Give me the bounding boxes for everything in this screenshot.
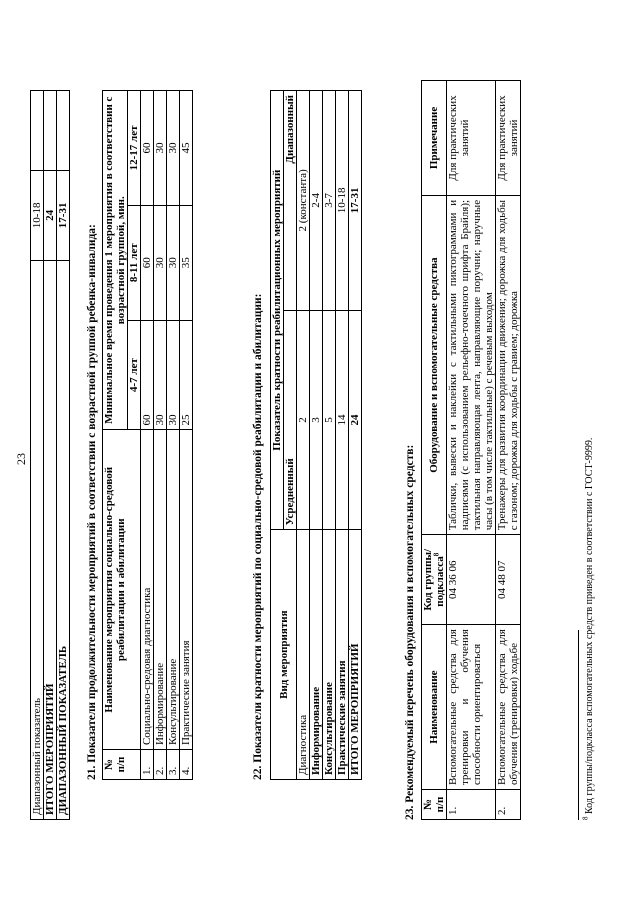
row-name: Практические занятия <box>180 430 193 750</box>
header-code <box>422 535 447 625</box>
row-name: Вспомогательные средства для обучения (тренировки) ходьбе <box>496 625 521 790</box>
header-code-text: Код группы/ подкласса <box>422 548 446 611</box>
table-row <box>180 91 193 780</box>
empty-cell <box>57 91 70 171</box>
row-name: Информирование <box>310 530 323 780</box>
header-min-time: Минимальное время проведения 1 мероприятия в соответствии с возрастной группой, мин. <box>103 91 128 431</box>
summary-value: 17-31 <box>57 170 70 260</box>
summary-value: 10-18 <box>31 170 44 260</box>
row-value: 60 <box>141 91 154 206</box>
table-row <box>154 91 167 780</box>
footnote-mark: 8 <box>432 552 441 557</box>
header-range: Диапазонный <box>284 91 297 311</box>
row-name: Вспомогательные средства для тренировки и обучения способности ориентироваться <box>447 625 496 790</box>
section-21-title: 21. Показатели продолжительности мероприятий в соответствии с возрастной группой ребенка-инвалида: <box>86 224 98 780</box>
row-num: 3. <box>167 750 180 780</box>
table-row <box>310 91 323 780</box>
row-note: Для практических занятий <box>496 81 521 196</box>
table-row <box>447 81 496 820</box>
table-row <box>31 91 44 820</box>
row-average: 2 <box>297 310 310 530</box>
row-average: 3 <box>310 310 323 530</box>
equipment-table <box>421 80 521 820</box>
row-num: 4. <box>180 750 193 780</box>
row-name: Социально-средовая диагностика <box>141 430 154 750</box>
header-average: Усредненный <box>284 310 297 530</box>
row-value: 45 <box>180 91 193 206</box>
summary-label: ДИАПАЗОННЫЙ ПОКАЗАТЕЛЬ <box>57 260 70 819</box>
header-equipment: Оборудование и вспомогательные средства <box>422 195 447 534</box>
table-header-row <box>271 91 284 780</box>
row-value: 30 <box>167 320 180 430</box>
header-note: Примечание <box>422 81 447 196</box>
table-row <box>141 91 154 780</box>
section-22-title: 22. Показатели кратности мероприятий по социально-средовой реабилитации и абилитации: <box>252 293 264 780</box>
table-row <box>496 81 521 820</box>
header-frequency-index: Показатель кратности реабилитационных мероприятий <box>271 91 284 530</box>
row-value: 30 <box>167 205 180 320</box>
header-name: Наименование <box>422 625 447 790</box>
row-average: 5 <box>323 310 336 530</box>
row-value: 60 <box>141 320 154 430</box>
header-num: № п/п <box>103 750 141 780</box>
footnote-number: 8 <box>581 816 590 820</box>
row-name: ИТОГО МЕРОПРИЯТИЙ <box>349 530 362 780</box>
frequency-table <box>270 90 362 780</box>
duration-table <box>102 90 193 780</box>
row-value: 30 <box>167 91 180 206</box>
summary-table <box>30 90 70 820</box>
row-value: 25 <box>180 320 193 430</box>
header-age-12-17: 12-17 лет <box>128 91 141 206</box>
footnote-text: Код группы/подкласса вспомогательных средств приведен в соответствии с ГОСТ-9999. <box>584 437 595 814</box>
section-23-title: 23. Рекомендуемый перечень оборудования и вспомогательных средств: <box>404 444 416 820</box>
header-age-8-11: 8-11 лет <box>128 205 141 320</box>
row-range: 17-31 <box>349 91 362 311</box>
header-age-4-7: 4-7 лет <box>128 320 141 430</box>
row-name: Информирование <box>154 430 167 750</box>
row-name: Практические занятия <box>336 530 349 780</box>
summary-label: Диапазонный показатель <box>31 260 44 819</box>
row-average: 14 <box>336 310 349 530</box>
table-row <box>349 91 362 780</box>
row-code: 04 36 06 <box>447 535 496 625</box>
empty-cell <box>31 91 44 171</box>
table-row <box>57 91 70 820</box>
table-header-row <box>422 81 447 820</box>
row-equipment: Тренажеры для развития координации движения; дорожка для ходьбы с газоном; дорожка для ходьбы с гравием; дорожка <box>496 195 521 534</box>
footnote-divider <box>578 630 579 820</box>
header-activity-name: Наименование мероприятия социально-средовой реабилитации и абилитации <box>103 430 141 750</box>
summary-value: 24 <box>44 170 57 260</box>
table-row <box>323 91 336 780</box>
row-range: 2 (константа) <box>297 91 310 311</box>
empty-cell <box>44 91 57 171</box>
row-num: 2. <box>496 790 521 820</box>
row-value: 30 <box>154 205 167 320</box>
row-range: 2-4 <box>310 91 323 311</box>
table-row <box>167 91 180 780</box>
row-range: 10-18 <box>336 91 349 311</box>
row-equipment: Таблички, вывески и наклейки с тактильными пиктограммами и надписями (с использованием рельефно-точечного шрифта Брайля); тактильная направляющая лента, направляющие поручни; наручные часы (в том числе тактильные) с речевым выходом <box>447 195 496 534</box>
row-value: 35 <box>180 205 193 320</box>
table-row <box>297 91 310 780</box>
row-value: 30 <box>154 91 167 206</box>
header-activity-kind: Вид мероприятия <box>271 530 297 780</box>
page-number: 23 <box>14 453 28 465</box>
row-average: 24 <box>349 310 362 530</box>
row-name: Консультирование <box>323 530 336 780</box>
table-header-row <box>103 91 128 780</box>
row-name: Диагностика <box>297 530 310 780</box>
row-value: 60 <box>141 205 154 320</box>
row-num: 1. <box>141 750 154 780</box>
header-num: № п/п <box>422 790 447 820</box>
row-num: 1. <box>447 790 496 820</box>
row-name: Консультирование <box>167 430 180 750</box>
table-row <box>44 91 57 820</box>
row-value: 30 <box>154 320 167 430</box>
row-code: 04 48 07 <box>496 535 521 625</box>
row-note: Для практических занятий <box>447 81 496 196</box>
summary-label: ИТОГО МЕРОПРИЯТИЙ <box>44 260 57 819</box>
row-num: 2. <box>154 750 167 780</box>
row-range: 3-7 <box>323 91 336 311</box>
table-row <box>336 91 349 780</box>
footnote <box>581 437 595 820</box>
